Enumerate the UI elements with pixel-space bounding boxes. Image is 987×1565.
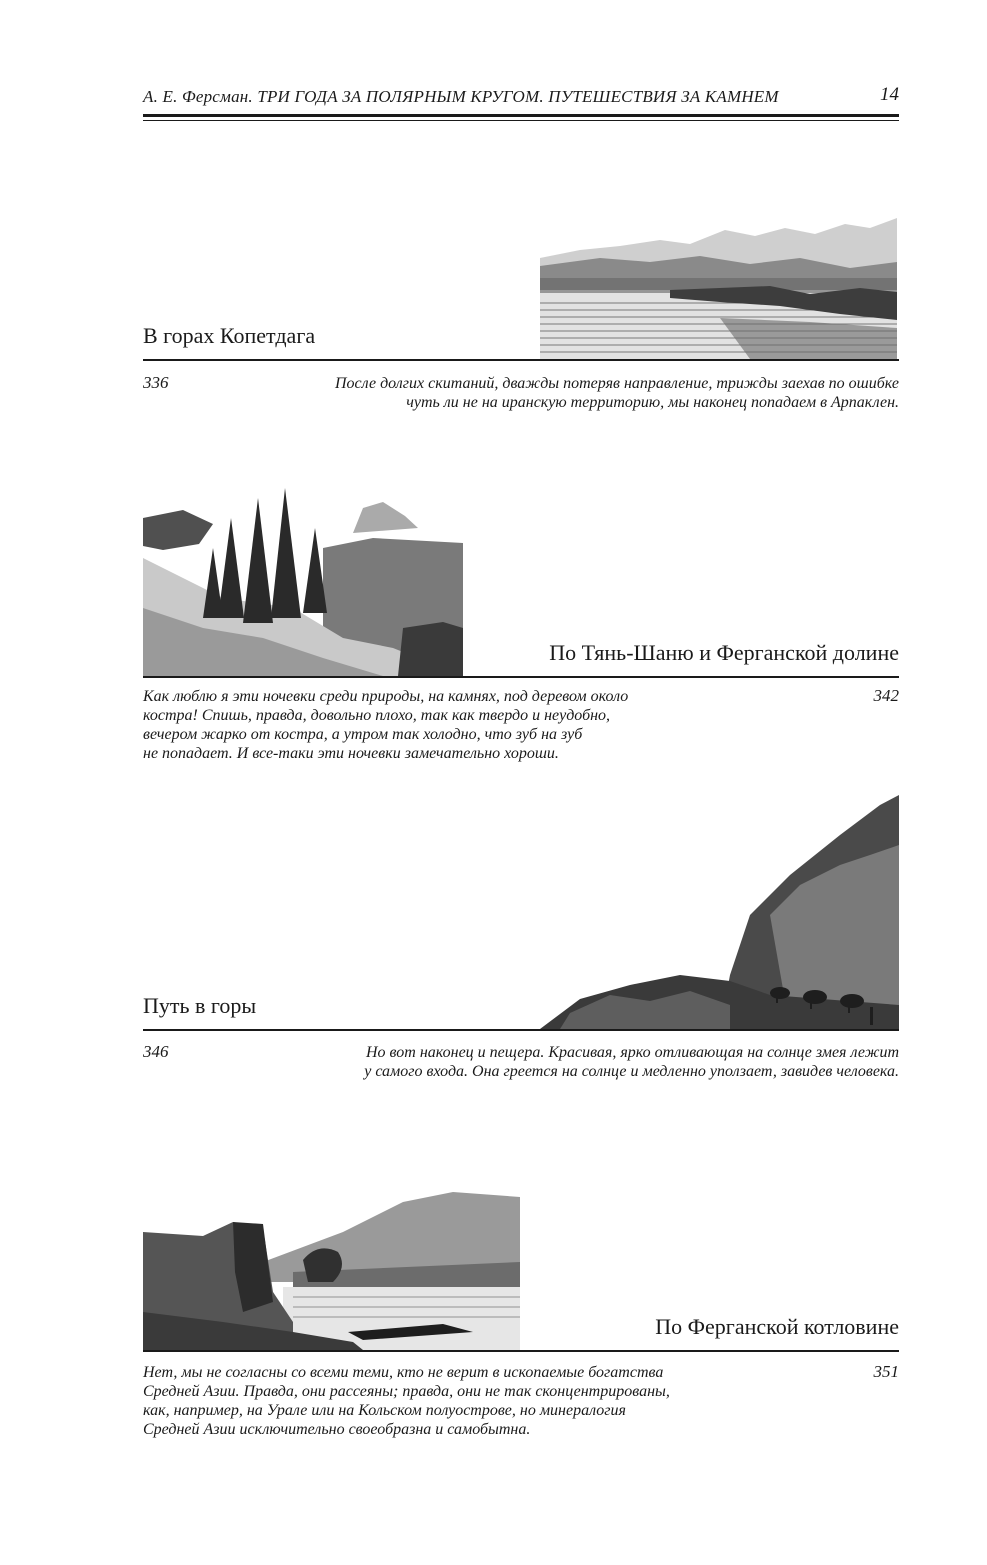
section-page: 346 [143, 1042, 169, 1061]
section-excerpt [335, 374, 899, 412]
fortress-lake-illustration [143, 1192, 520, 1350]
section-rule [143, 359, 899, 361]
excerpt-line: Средней Азии. Правда, они рассеяны; правда, они не так сконцентрированы, [143, 1383, 670, 1400]
section-page: 336 [143, 373, 169, 392]
excerpt-line: вечером жарко от костра, а утром так холодно, что зуб на зуб [143, 726, 583, 743]
excerpt-line: у самого входа. Она греется на солнце и медленно уползает, завидев человека. [364, 1063, 899, 1080]
excerpt-line: После долгих скитаний, дважды потеряв направление, трижды заехав по ошибке [334, 375, 899, 392]
forest-canyon-illustration [143, 488, 463, 676]
section-heading: Путь в горы [143, 993, 257, 1018]
section-rule [143, 1350, 899, 1352]
section-heading: По Ферганской котловине [655, 1314, 899, 1339]
excerpt-line: не попадает. И все-таки эти ночевки замечательно хороши. [143, 745, 559, 762]
running-header [143, 84, 899, 114]
section-excerpt [143, 1363, 670, 1439]
excerpt-line: костра! Спишь, правда, довольно плохо, так как твердо и неудобно, [143, 707, 611, 724]
excerpt-line: Нет, мы не согласны со всеми теми, кто не верит в ископаемые богатства [143, 1364, 664, 1381]
section-excerpt [364, 1043, 899, 1081]
mountain-lake-illustration [540, 218, 897, 359]
cliff-caravan-illustration [540, 795, 899, 1029]
toc-entry-kopetdag [143, 215, 899, 415]
header-rule-thin [143, 120, 899, 121]
section-heading: По Тянь-Шаню и Ферганской долине [549, 640, 899, 665]
header-rule-thick [143, 114, 899, 117]
excerpt-line: Средней Азии исключительно своеобразна и самобытна. [143, 1421, 531, 1438]
book-title: А. Е. Ферсман. ТРИ ГОДА ЗА ПОЛЯРНЫМ КРУГОМ. ПУТЕШЕСТВИЯ ЗА КАМНЕМ [143, 87, 779, 106]
section-page: 351 [873, 1362, 899, 1381]
section-excerpt [143, 687, 628, 763]
excerpt-line: Как люблю я эти ночевки среди природы, на камнях, под деревом около [143, 688, 629, 705]
excerpt-line: чуть ли не на иранскую территорию, мы наконец попадаем в Арпаклен. [406, 394, 899, 411]
section-heading: В горах Копетдага [143, 323, 316, 348]
section-page: 342 [873, 686, 899, 705]
excerpt-line: как, например, на Урале или на Кольском полуострове, но минералогия [143, 1402, 626, 1419]
toc-entry-tien-shan [143, 488, 899, 768]
page-number: 14 [880, 84, 899, 105]
excerpt-line: Но вот наконец и пещера. Красивая, ярко отливающая на солнце змея лежит [365, 1044, 899, 1061]
section-rule [143, 676, 899, 678]
toc-entry-fergana [143, 1192, 899, 1452]
toc-entry-mountain-path [143, 795, 899, 1095]
section-rule [143, 1029, 899, 1031]
